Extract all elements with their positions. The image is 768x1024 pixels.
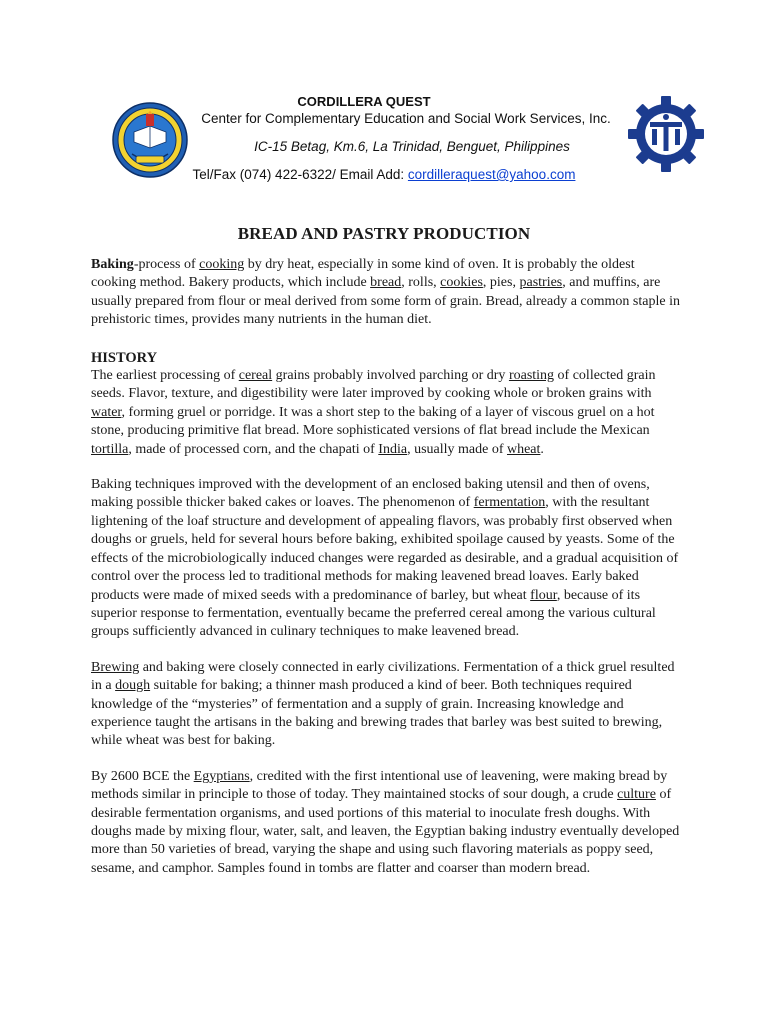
text: The earliest processing of bbox=[91, 368, 239, 384]
text: , and muffins, are usually prepared from flour or meal derived from some form of grain. Bread, already a common staple in prehistoric times, provides many nutrients in the human diet. bbox=[91, 275, 680, 328]
link-brewing[interactable]: Brewing bbox=[91, 659, 140, 675]
link-wheat[interactable]: wheat bbox=[506, 441, 541, 457]
history-paragraph-1 bbox=[91, 367, 681, 459]
history-heading: HISTORY bbox=[91, 349, 158, 366]
text: grains probably involved parching or dry bbox=[272, 368, 509, 384]
text: , with the resultant lightening of the loaf structure and development of appealing flavors, was probably first observed when doughs or gruels, held for several hours before baking, exhibited spoilage caused by yeasts. Some of the effects of the microbiologically induced changes were regarded as desirable, and a gradual acquisition of control over the process led to traditional methods for making leavened bread loaves. Early baked products were made of mixed seeds with a predominance of barley, but wheat bbox=[91, 495, 679, 603]
org-contact bbox=[0, 167, 768, 182]
text: -process of bbox=[133, 257, 200, 272]
link-pastries[interactable]: pastries bbox=[519, 275, 563, 291]
text: , forming gruel or porridge. It was a short step to the baking of a layer of viscous gruel on a hot stone, producing primitive flat bread. More sophisticated versions of flat bread include the Mexican bbox=[91, 404, 655, 439]
link-culture[interactable]: culture bbox=[617, 787, 656, 803]
text: and baking were closely connected in early civilizations. Fermentation of a thick gruel resulted in a bbox=[91, 659, 675, 694]
text: Baking techniques improved with the development of an enclosed baking utensil and then of ovens, making possible thicker baked cakes or loaves. The phenomenon of bbox=[91, 477, 650, 511]
link-cereal[interactable]: cereal bbox=[238, 368, 273, 384]
text: , usually made of bbox=[407, 441, 507, 457]
contact-prefix: Tel/Fax (074) 422-6322/ Email Add: bbox=[192, 167, 408, 182]
document-body bbox=[91, 256, 681, 895]
link-cooking[interactable]: cooking bbox=[199, 257, 245, 272]
text: , pies, bbox=[482, 275, 520, 291]
link-dough[interactable]: dough bbox=[115, 678, 151, 694]
history-paragraph-3 bbox=[91, 659, 681, 751]
intro-paragraph bbox=[91, 256, 681, 330]
document-title: BREAD AND PASTRY PRODUCTION bbox=[237, 224, 531, 243]
link-water[interactable]: water bbox=[91, 404, 122, 420]
link-flour[interactable]: flour bbox=[530, 587, 557, 603]
text: , because of its superior response to fermentation, eventually became the preferred cereal among the various cultural groups sufficiently advanced in culinary techniques to make leavened bread. bbox=[91, 587, 656, 640]
text: , credited with the first intentional use of leavening, were making bread by methods similar in principle to those of today. They maintained stocks of sour dough, a crude bbox=[91, 768, 668, 803]
link-egyptians[interactable]: Egyptians bbox=[193, 768, 250, 784]
letterhead bbox=[0, 0, 768, 200]
text: . bbox=[540, 441, 544, 457]
text: By 2600 BCE the bbox=[91, 768, 194, 784]
email-link[interactable]: cordilleraquest@yahoo.com bbox=[407, 167, 576, 182]
org-full-name: Center for Complementary Education and Social Work Services, Inc. bbox=[201, 111, 611, 126]
link-fermentation[interactable]: fermentation bbox=[473, 495, 546, 511]
text: suitable for baking; a thinner mash produced a kind of beer. Both techniques required knowledge of the “mysteries” of fermentation and a supply of grain. Increasing knowledge and experience taught the artisans in the baking and brewing trades that barley was best suited to brewing, while wheat was best for baking. bbox=[91, 678, 663, 749]
text: , rolls, bbox=[401, 275, 441, 291]
link-tortilla[interactable]: tortilla bbox=[91, 441, 129, 457]
text: of desirable fermentation organisms, and used portions of this material to inoculate fresh doughs. With doughs made by mixing flour, water, salt, and leaven, the Egyptian baking industry eventually developed more than 50 varieties of bread, varying the shape and using such flavoring materials as poppy seed, sesame, and camphor. Samples found in tombs are flatter and coarser than modern bread. bbox=[91, 787, 680, 876]
link-india[interactable]: India bbox=[378, 441, 408, 457]
text: of collected grain seeds. Flavor, texture, and digestibility were later improved by cooking whole or broken grains with bbox=[91, 368, 656, 402]
link-roasting[interactable]: roasting bbox=[508, 368, 555, 384]
text: by dry heat, especially in some kind of oven. It is probably the oldest cooking method. Bakery products, which include bbox=[91, 257, 635, 291]
org-address: IC-15 Betag, Km.6, La Trinidad, Benguet, Philippines bbox=[254, 139, 570, 154]
history-paragraph-4 bbox=[91, 768, 681, 878]
org-name: CORDILLERA QUEST bbox=[297, 94, 431, 109]
text: , made of processed corn, and the chapati of bbox=[128, 441, 379, 457]
link-cookies[interactable]: cookies bbox=[440, 275, 483, 291]
link-bread[interactable]: bread bbox=[370, 275, 402, 291]
baking-term: Baking bbox=[91, 257, 134, 272]
history-paragraph-2 bbox=[91, 476, 681, 642]
